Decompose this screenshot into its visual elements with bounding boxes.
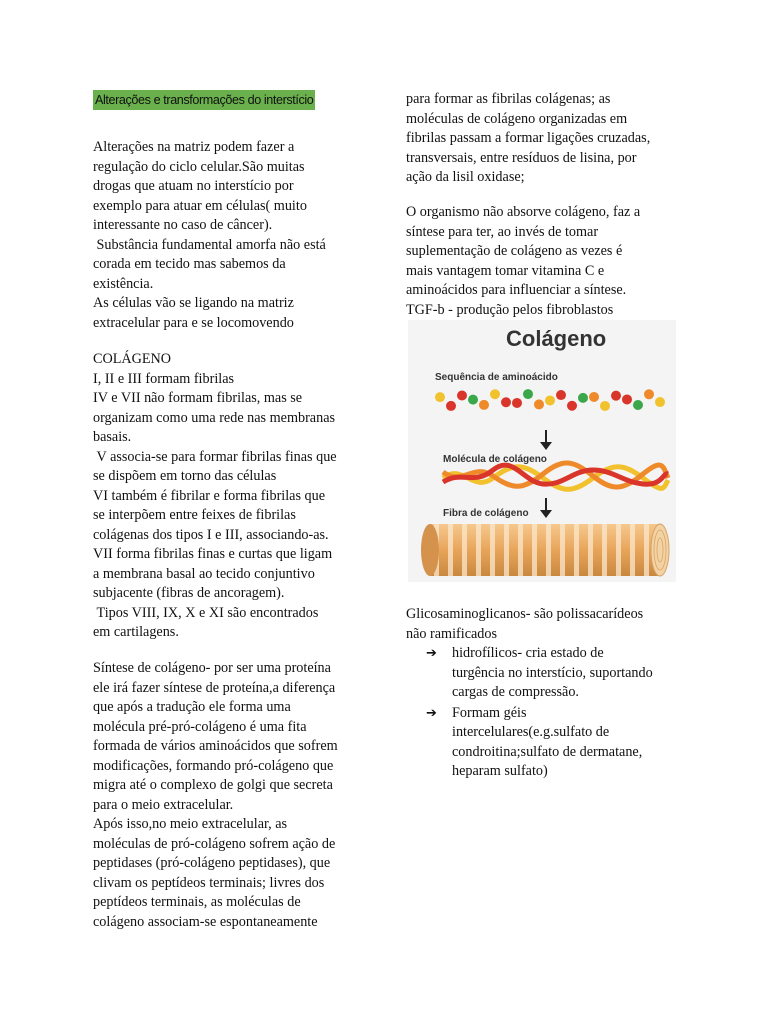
list-item: [406, 644, 678, 703]
collagen-fiber-label: Fibra de colágeno: [443, 508, 529, 519]
list-item: [406, 704, 678, 782]
arrow-icon: ➔: [426, 646, 437, 661]
amino-acid-bead: [600, 401, 610, 411]
amino-acid-bead: [633, 400, 643, 410]
absorption-paragraph: O organismo não absorve colágeno, faz a síntese para ter, ao invés de tomar suplementação de colágeno as vezes é mais vantagem tomar vitamina C e aminoácidos para influenciar a síntese. TGF-b - produção pelos fibroblastos: [406, 204, 641, 318]
gag-paragraph: Glicosaminoglicanos- são polissacarídeos não ramificados: [406, 606, 644, 642]
figure-title: Colágeno: [506, 326, 607, 351]
fibril-paragraph: para formar as fibrilas colágenas; as moléculas de colágeno organizadas em fibrilas passam a formar ligações cruzadas, transversais, entre resíduos de lisina, por ação da lisil oxidase;: [406, 91, 651, 185]
amino-acid-bead: [512, 398, 522, 408]
fiber-band: [560, 524, 565, 576]
fiber-band: [630, 524, 635, 576]
amino-acid-label: Sequência de aminoácido: [435, 372, 558, 383]
amino-acid-bead: [622, 394, 632, 404]
fiber-band: [644, 524, 649, 576]
amino-acid-bead: [446, 401, 456, 411]
section-heading: Alterações e transformações do interstício: [93, 90, 315, 110]
fiber-band: [602, 524, 607, 576]
fiber-band: [518, 524, 523, 576]
fiber-band: [490, 524, 495, 576]
amino-acid-bead: [534, 399, 544, 409]
fiber-band: [476, 524, 481, 576]
amino-acid-bead: [589, 392, 599, 402]
bullet-text: hidrofílicos- cria estado de turgência no interstício, suportando cargas de compressão.: [452, 645, 653, 700]
amino-acid-bead: [490, 389, 500, 399]
collagen-types-paragraph: COLÁGENO I, II e III formam fibrilas IV e VII não formam fibrilas, mas se organizam como uma rede nas membranas basais. V associa-se para formar fibrilas finas que se dispõem em torno das células VI também é fibrilar e forma fibrilas que se interpõem entre feixes de fibrilas colágenas dos tipos I e III, associando-as. VII forma fibrilas finas e curtas que ligam a membrana basal ao tecido conjuntivo subjacente (fibras de ancoragem). Tipos VIII, IX, X e XI são encontrados em cartilagens.: [93, 351, 337, 640]
collagen-molecule-label: Molécula de colágeno: [443, 454, 547, 465]
amino-acid-bead: [611, 391, 621, 401]
amino-acid-bead: [644, 389, 654, 399]
bullet-text: Formam géis intercelulares(e.g.sulfato de condroitina;sulfato de dermatane, heparam sulfato): [452, 704, 643, 779]
fiber-band: [588, 524, 593, 576]
amino-acid-bead: [457, 391, 467, 401]
fiber-band: [546, 524, 551, 576]
amino-acid-bead: [556, 390, 566, 400]
fiber-band: [532, 524, 537, 576]
gag-bullet-list: [406, 644, 678, 783]
collagen-figure: [408, 320, 676, 582]
amino-acid-bead: [435, 392, 445, 402]
arrow-icon: ➔: [426, 705, 437, 721]
fiber-band: [616, 524, 621, 576]
arrow-down-icon: [545, 498, 547, 512]
fiber-band: [448, 524, 453, 576]
collagen-fiber: [421, 524, 669, 576]
collagen-synthesis-paragraph: Síntese de colágeno- por ser uma proteína ele irá fazer síntese de proteína,a diferença que após a tradução ele forma uma molécula pré-pró-colágeno é uma fita formada de vários aminoácidos que sofrem modificações, formando pró-colágeno que migra até o complexo de golgi que secreta para o meio extracelular. Após isso,no meio extracelular, as moléculas de pró-colágeno sofrem ação de peptidases (pró-colágeno peptidases), que clivam os peptídeos terminais; livres dos peptídeos terminais, as moléculas de colágeno associam-se espontaneamente: [93, 660, 338, 930]
fiber-band: [574, 524, 579, 576]
fiber-band: [504, 524, 509, 576]
arrow-down-icon: [545, 430, 547, 444]
amino-acid-bead: [578, 393, 588, 403]
amino-acid-bead: [479, 400, 489, 410]
fiber-band: [462, 524, 467, 576]
amino-acid-bead: [501, 397, 511, 407]
amino-acid-bead: [545, 395, 555, 405]
amino-acid-bead: [655, 397, 665, 407]
intro-paragraph: Alterações na matriz podem fazer a regulação do ciclo celular.São muitas drogas que atuam no interstício por exemplo para atuar em células( muito interessante no caso de câncer). Substância fundamental amorfa não está corada em tecido mas sabemos da existência. As células vão se ligando na matriz extracelular para e se locomovendo: [93, 139, 326, 331]
amino-acid-bead: [567, 401, 577, 411]
amino-acid-bead: [523, 389, 533, 399]
amino-acid-bead: [468, 395, 478, 405]
